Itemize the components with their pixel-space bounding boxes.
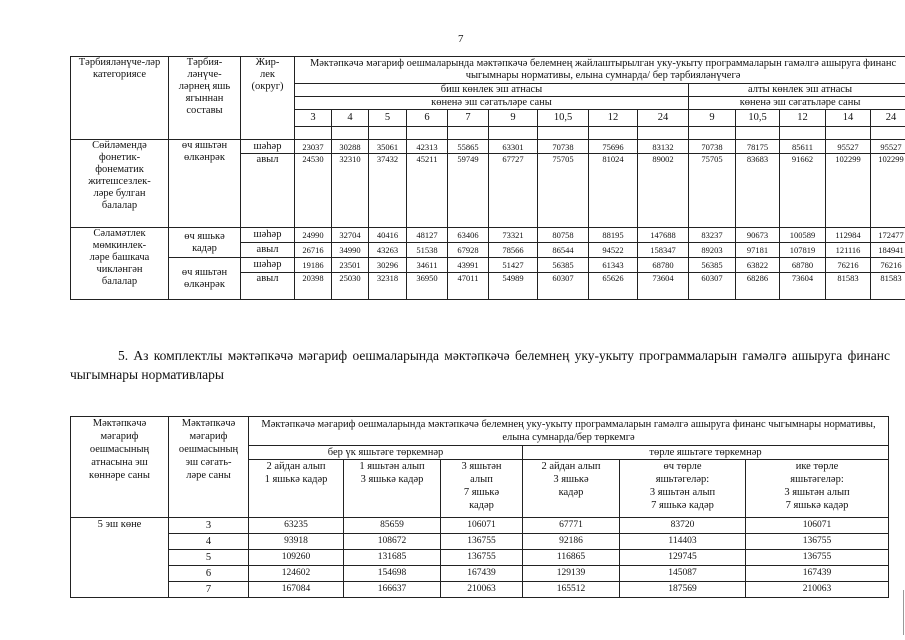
value-cell: 81583: [871, 273, 905, 300]
scan-edge-mark: [903, 590, 904, 635]
value-cell: 78566: [489, 243, 538, 258]
value-cell: 95527: [826, 140, 871, 154]
value-cell: 86544: [538, 243, 589, 258]
value-cell: 97181: [736, 243, 780, 258]
hours-cell: 7: [169, 582, 249, 598]
age-group: өч яшьтән өлкәнрәк: [169, 140, 241, 228]
value-cell: 78175: [736, 140, 780, 154]
value-cell: 75705: [538, 154, 589, 228]
value-cell: 158347: [638, 243, 689, 258]
col-header: 2 айдан алып 3 яшькә кадәр: [523, 460, 620, 518]
col-header: өч төрле яшьтәгеләр: 3 яшьтән алып 7 яшькә кадәр: [620, 460, 746, 518]
value-cell: 24990: [295, 228, 332, 243]
value-cell: 32318: [369, 273, 407, 300]
value-cell: 83720: [620, 518, 746, 534]
value-cell: 67727: [489, 154, 538, 228]
value-cell: 114403: [620, 534, 746, 550]
value-cell: 60307: [538, 273, 589, 300]
header-five-day-week: биш көнлек эш атнасы: [295, 84, 689, 97]
value-cell: 92186: [523, 534, 620, 550]
area-cell: шәһәр: [241, 258, 295, 273]
value-cell: 54989: [489, 273, 538, 300]
hours-col: 9: [689, 110, 736, 127]
value-cell: 102299: [871, 154, 905, 228]
value-cell: 89002: [638, 154, 689, 228]
value-cell: 91662: [780, 154, 826, 228]
value-cell: 76216: [826, 258, 871, 273]
col-header: 2 айдан алып 1 яшькә кадәр: [249, 460, 344, 518]
value-cell: 68286: [736, 273, 780, 300]
header-title: Мәктәпкәчә мәгариф оешмаларында мәктәпкәчә белемнең уку-укыту программаларын гамәлгә ашыруга финанс чыгымнары нормативы, елына сумнарда/бер төркемгә: [249, 417, 889, 446]
category-speech-disorders: Сөйләмендә фонетик- фонематик житешсезлек- ләре булган балалар: [71, 140, 169, 228]
value-cell: 56385: [538, 258, 589, 273]
value-cell: 73604: [780, 273, 826, 300]
value-cell: 34990: [332, 243, 369, 258]
value-cell: 107819: [780, 243, 826, 258]
value-cell: 109260: [249, 550, 344, 566]
value-cell: 129745: [620, 550, 746, 566]
header-age-composition: Тәрбия- ләнүче- ләрнең яшь ягыннан составы: [169, 57, 241, 140]
value-cell: 19186: [295, 258, 332, 273]
hours-col: 24: [871, 110, 905, 127]
value-cell: 25030: [332, 273, 369, 300]
value-cell: 124602: [249, 566, 344, 582]
hours-cell: 3: [169, 518, 249, 534]
value-cell: 43991: [448, 258, 489, 273]
value-cell: 48127: [407, 228, 448, 243]
funding-standards-table-adapted: [70, 56, 905, 300]
value-cell: 106071: [441, 518, 523, 534]
value-cell: 129139: [523, 566, 620, 582]
value-cell: 85611: [780, 140, 826, 154]
header-six-day-week: алты көнлек эш атнасы: [689, 84, 905, 97]
value-cell: 63235: [249, 518, 344, 534]
header-hours-per-day: көненә эш сәгатьләре саны: [689, 97, 905, 110]
value-cell: 43263: [369, 243, 407, 258]
header-mixed-age-groups: төрле яшьтәге төркемнәр: [523, 446, 889, 460]
value-cell: 26716: [295, 243, 332, 258]
value-cell: 63822: [736, 258, 780, 273]
hours-col: 6: [407, 110, 448, 127]
value-cell: 75705: [689, 154, 736, 228]
value-cell: 167439: [441, 566, 523, 582]
value-cell: 83683: [736, 154, 780, 228]
hours-cell: 6: [169, 566, 249, 582]
value-cell: 60307: [689, 273, 736, 300]
hours-col: 9: [489, 110, 538, 127]
value-cell: 147688: [638, 228, 689, 243]
header-hours-per-day: көненә эш сәгатьләре саны: [295, 97, 689, 110]
value-cell: 63301: [489, 140, 538, 154]
header-title: Мәктәпкәчә мәгариф оешмаларында мәктәпкәчә белемнең жайлаштырылган уку-укыту программаларын гамәлгә ашыруга финанс чыгымнары нормативы, елына сумнарда/ бер тәрбияләнүчегә: [295, 57, 905, 84]
value-cell: 136755: [746, 550, 889, 566]
value-cell: 20398: [295, 273, 332, 300]
value-cell: 81583: [826, 273, 871, 300]
value-cell: 154698: [344, 566, 441, 582]
area-cell: авыл: [241, 273, 295, 300]
value-cell: 37432: [369, 154, 407, 228]
value-cell: 68780: [780, 258, 826, 273]
value-cell: 94522: [589, 243, 638, 258]
value-cell: 89203: [689, 243, 736, 258]
value-cell: 116865: [523, 550, 620, 566]
value-cell: 210063: [441, 582, 523, 598]
age-group: өч яшькә кадәр: [169, 228, 241, 258]
value-cell: 51538: [407, 243, 448, 258]
value-cell: 34611: [407, 258, 448, 273]
value-cell: 61343: [589, 258, 638, 273]
value-cell: 70738: [538, 140, 589, 154]
value-cell: 70738: [689, 140, 736, 154]
value-cell: 136755: [441, 550, 523, 566]
area-cell: шәһәр: [241, 140, 295, 154]
page-number: 7: [458, 33, 464, 45]
value-cell: 65626: [589, 273, 638, 300]
area-cell: шәһәр: [241, 228, 295, 243]
value-cell: 136755: [441, 534, 523, 550]
value-cell: 63406: [448, 228, 489, 243]
value-cell: 67771: [523, 518, 620, 534]
value-cell: 30288: [332, 140, 369, 154]
value-cell: 106071: [746, 518, 889, 534]
hours-col: 7: [448, 110, 489, 127]
value-cell: 81024: [589, 154, 638, 228]
header-work-hours: Мәктәпкәчә мәгариф оешмасының эш сәгать- ләре саны: [169, 417, 249, 518]
value-cell: 23501: [332, 258, 369, 273]
value-cell: 166637: [344, 582, 441, 598]
hours-col: 24: [638, 110, 689, 127]
value-cell: 80758: [538, 228, 589, 243]
value-cell: 59749: [448, 154, 489, 228]
value-cell: 47011: [448, 273, 489, 300]
value-cell: 30296: [369, 258, 407, 273]
value-cell: 184941: [871, 243, 905, 258]
value-cell: 32310: [332, 154, 369, 228]
hours-col: 12: [780, 110, 826, 127]
value-cell: 76216: [871, 258, 905, 273]
header-work-days: Мәктәпкәчә мәгариф оешмасының атнасына эш көннәре саны: [71, 417, 169, 518]
hours-col: 10,5: [538, 110, 589, 127]
value-cell: 88195: [589, 228, 638, 243]
value-cell: 51427: [489, 258, 538, 273]
value-cell: 73604: [638, 273, 689, 300]
value-cell: 131685: [344, 550, 441, 566]
value-cell: 83132: [638, 140, 689, 154]
header-area: Жир- лек (округ): [241, 57, 295, 140]
hours-col: 14: [826, 110, 871, 127]
value-cell: 24530: [295, 154, 332, 228]
age-group: өч яшьтән өлкәнрәк: [169, 258, 241, 300]
value-cell: 108672: [344, 534, 441, 550]
value-cell: 102299: [826, 154, 871, 228]
area-cell: авыл: [241, 243, 295, 258]
value-cell: 112984: [826, 228, 871, 243]
value-cell: 45211: [407, 154, 448, 228]
days-cell: 5 эш көне: [71, 518, 169, 598]
value-cell: 165512: [523, 582, 620, 598]
value-cell: 121116: [826, 243, 871, 258]
header-category: Тәрбияләнүче-ләр категориясе: [71, 57, 169, 140]
value-cell: 90673: [736, 228, 780, 243]
section-5-heading: 5. Аз комплектлы мәктәпкәчә мәгариф оешмаларында мәктәпкәчә белемнең уку-укыту программаларын гамәлгә ашыруга финанс чыгымнары нормативлары: [70, 348, 890, 382]
value-cell: 100589: [780, 228, 826, 243]
small-preschool-funding-table: [70, 416, 889, 598]
value-cell: 187569: [620, 582, 746, 598]
value-cell: 95527: [871, 140, 905, 154]
value-cell: 136755: [746, 534, 889, 550]
value-cell: 32704: [332, 228, 369, 243]
category-limited-health: Сәламәтлек мөмкинлек- ләре башкача чикләнгән балалар: [71, 228, 169, 300]
value-cell: 68780: [638, 258, 689, 273]
value-cell: 56385: [689, 258, 736, 273]
hours-cell: 5: [169, 550, 249, 566]
value-cell: 23037: [295, 140, 332, 154]
value-cell: 83237: [689, 228, 736, 243]
area-cell: авыл: [241, 154, 295, 228]
value-cell: 93918: [249, 534, 344, 550]
value-cell: 210063: [746, 582, 889, 598]
value-cell: 85659: [344, 518, 441, 534]
hours-col: 4: [332, 110, 369, 127]
col-header: 1 яшьтән алып 3 яшькә кадәр: [344, 460, 441, 518]
hours-col: 3: [295, 110, 332, 127]
hours-col: 10,5: [736, 110, 780, 127]
value-cell: 67928: [448, 243, 489, 258]
hours-col: 5: [369, 110, 407, 127]
value-cell: 145087: [620, 566, 746, 582]
value-cell: 36950: [407, 273, 448, 300]
value-cell: 167439: [746, 566, 889, 582]
value-cell: 73321: [489, 228, 538, 243]
col-header: 3 яшьтән алып 7 яшькә кадәр: [441, 460, 523, 518]
value-cell: 55865: [448, 140, 489, 154]
value-cell: 40416: [369, 228, 407, 243]
value-cell: 35061: [369, 140, 407, 154]
value-cell: 75696: [589, 140, 638, 154]
value-cell: 167084: [249, 582, 344, 598]
hours-cell: 4: [169, 534, 249, 550]
value-cell: 172477: [871, 228, 905, 243]
col-header: ике төрле яшьтәгеләр: 3 яшьтән алып 7 яшькә кадәр: [746, 460, 889, 518]
header-same-age-groups: бер үк яшьтәге төркемнәр: [249, 446, 523, 460]
hours-col: 12: [589, 110, 638, 127]
value-cell: 42313: [407, 140, 448, 154]
